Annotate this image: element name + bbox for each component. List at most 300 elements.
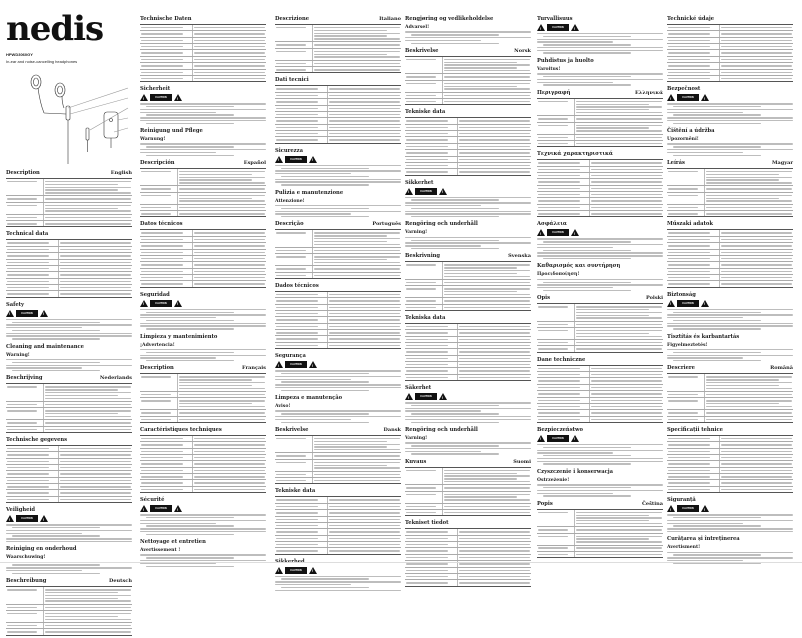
heading-text: Tekniska data bbox=[405, 314, 446, 321]
table-cell-key bbox=[140, 449, 193, 454]
warning-triangle-icon bbox=[667, 94, 675, 101]
table-cell-value bbox=[720, 44, 793, 49]
language-label: Português bbox=[372, 221, 401, 228]
table-row bbox=[667, 281, 793, 286]
table-cell-key bbox=[537, 322, 575, 327]
table-cell-key bbox=[405, 280, 443, 285]
description-table bbox=[6, 178, 132, 227]
table-cell-key bbox=[275, 460, 313, 471]
table-cell-key bbox=[405, 580, 458, 585]
body-text bbox=[275, 370, 401, 391]
table-cell-key bbox=[140, 63, 193, 68]
table-cell-key bbox=[537, 141, 575, 146]
heading-text: Dados técnicos bbox=[275, 282, 319, 289]
table-cell-key bbox=[140, 281, 193, 286]
technical-data-table bbox=[405, 528, 531, 586]
section-heading bbox=[667, 365, 793, 371]
body-text bbox=[405, 402, 531, 423]
table-cell-key bbox=[405, 74, 443, 79]
table-cell-key bbox=[667, 442, 720, 447]
table-cell-value bbox=[458, 362, 531, 367]
table-cell-key bbox=[6, 402, 44, 407]
table-cell-value bbox=[328, 317, 401, 322]
table-cell-key bbox=[405, 93, 443, 98]
table-row bbox=[537, 417, 663, 422]
table-cell-key bbox=[537, 192, 590, 197]
table-cell-value bbox=[720, 442, 793, 447]
table-cell-value bbox=[458, 368, 531, 373]
caution-symbols bbox=[405, 393, 531, 400]
section-heading bbox=[667, 221, 793, 227]
table-cell-key bbox=[275, 273, 313, 278]
heading-text: Limpeza e manutenção bbox=[275, 395, 343, 402]
table-cell-value bbox=[458, 555, 531, 560]
warning-triangle-icon bbox=[309, 361, 317, 368]
table-cell-value bbox=[328, 118, 401, 123]
body-text bbox=[140, 349, 266, 362]
section-heading bbox=[6, 375, 132, 381]
technical-data-table bbox=[140, 24, 266, 82]
model-number: HPWD3060GY bbox=[6, 52, 33, 57]
table-row bbox=[275, 460, 401, 472]
table-cell-value bbox=[44, 420, 132, 425]
heading-text: Säkerhet bbox=[405, 385, 432, 392]
table-cell-value bbox=[193, 70, 266, 75]
body-text bbox=[275, 205, 401, 218]
table-row bbox=[405, 286, 531, 298]
section-heading bbox=[140, 539, 266, 545]
heading-text: Pulizia e manutenzione bbox=[275, 189, 344, 196]
table-cell-value bbox=[328, 305, 401, 310]
body-text bbox=[140, 143, 266, 156]
table-cell-key bbox=[275, 478, 313, 483]
heading-text: Leírás bbox=[667, 160, 685, 166]
caution-label: CAUTION bbox=[415, 188, 437, 195]
table-row bbox=[537, 141, 663, 146]
section-heading bbox=[537, 469, 663, 475]
language-label: Suomi bbox=[513, 458, 531, 465]
table-row bbox=[6, 587, 132, 604]
table-cell-value bbox=[178, 398, 266, 409]
table-cell-value bbox=[720, 63, 793, 68]
warning-subheading: Waarschuwing! bbox=[6, 555, 46, 561]
heading-text: Veiligheid bbox=[6, 507, 36, 514]
caution-label: CAUTION bbox=[677, 94, 699, 101]
table-cell-key bbox=[140, 410, 178, 415]
heading-text: Technické údaje bbox=[667, 16, 715, 22]
technical-data-table bbox=[667, 229, 793, 287]
table-cell-value bbox=[575, 546, 663, 551]
section-heading bbox=[140, 221, 266, 227]
table-cell-key bbox=[405, 568, 458, 573]
table-cell-value bbox=[720, 38, 793, 43]
table-cell-value bbox=[328, 536, 401, 541]
section-heading bbox=[275, 16, 401, 22]
table-cell-key bbox=[667, 250, 720, 255]
table-cell-key bbox=[537, 123, 575, 134]
description-table bbox=[275, 229, 401, 278]
body-text bbox=[6, 319, 132, 340]
table-cell-key bbox=[6, 459, 59, 464]
table-cell-value bbox=[328, 298, 401, 303]
table-row bbox=[667, 417, 793, 422]
table-cell-key bbox=[537, 211, 590, 216]
description-table bbox=[537, 98, 663, 147]
heading-text: Descripción bbox=[140, 160, 175, 166]
table-row bbox=[275, 548, 401, 553]
description-table bbox=[275, 24, 401, 73]
table-cell-key bbox=[405, 298, 443, 303]
warning-triangle-icon bbox=[140, 94, 148, 101]
table-cell-key bbox=[6, 611, 44, 622]
table-cell-value bbox=[59, 285, 132, 290]
table-row bbox=[275, 436, 401, 453]
table-cell-key bbox=[405, 305, 443, 310]
table-cell-value bbox=[458, 337, 531, 342]
warning-triangle-icon bbox=[140, 300, 148, 307]
table-cell-value bbox=[193, 63, 266, 68]
table-cell-key bbox=[405, 337, 458, 342]
table-cell-key bbox=[6, 266, 59, 271]
table-row bbox=[6, 497, 132, 502]
table-row bbox=[140, 169, 266, 186]
table-cell-value bbox=[443, 510, 531, 515]
table-cell-key bbox=[667, 193, 705, 204]
section-heading bbox=[6, 344, 132, 350]
table-cell-value bbox=[193, 44, 266, 49]
table-cell-key bbox=[275, 311, 328, 316]
caution-label: CAUTION bbox=[547, 24, 569, 31]
table-cell-value bbox=[178, 211, 266, 216]
table-cell-value bbox=[193, 474, 266, 479]
table-cell-value bbox=[443, 99, 531, 104]
table-cell-key bbox=[6, 384, 44, 400]
heading-text: Τεχνικά χαρακτηριστικά bbox=[537, 151, 613, 158]
table-cell-key bbox=[667, 480, 720, 485]
table-cell-value bbox=[59, 247, 132, 252]
table-row bbox=[405, 57, 531, 74]
table-cell-value bbox=[193, 262, 266, 267]
heading-text: Datos técnicos bbox=[140, 221, 183, 228]
section-heading bbox=[6, 437, 132, 443]
table-cell-value bbox=[458, 169, 531, 174]
page-divider bbox=[0, 562, 802, 563]
table-cell-key bbox=[537, 346, 575, 351]
table-cell-value bbox=[44, 605, 132, 610]
table-cell-key bbox=[537, 179, 590, 184]
section-heading bbox=[140, 365, 266, 371]
language-label: Magyar bbox=[771, 160, 793, 166]
table-cell-key bbox=[537, 398, 590, 403]
table-cell-value bbox=[193, 449, 266, 454]
heading-text: Dane techniczne bbox=[537, 356, 586, 363]
table-cell-key bbox=[405, 536, 458, 541]
table-cell-value bbox=[443, 74, 531, 79]
heading-text: Περιγραφή bbox=[537, 89, 571, 96]
table-cell-value bbox=[193, 237, 266, 242]
warning-triangle-icon bbox=[405, 188, 413, 195]
table-cell-key bbox=[667, 487, 720, 492]
warning-triangle-icon bbox=[6, 310, 14, 317]
table-cell-value bbox=[44, 587, 132, 603]
table-cell-key bbox=[140, 436, 193, 441]
technical-data-table bbox=[6, 445, 132, 503]
table-cell-value bbox=[705, 392, 793, 397]
table-cell-key bbox=[275, 42, 313, 47]
heading-text: Safety bbox=[6, 301, 25, 308]
table-cell-value bbox=[44, 623, 132, 628]
body-text bbox=[275, 410, 401, 423]
table-cell-key bbox=[6, 471, 59, 476]
table-row bbox=[667, 76, 793, 81]
table-cell-value bbox=[590, 160, 663, 165]
table-cell-value bbox=[590, 179, 663, 184]
caution-symbols bbox=[667, 505, 793, 512]
table-cell-value bbox=[328, 86, 401, 91]
heading-text: Siguranță bbox=[667, 497, 696, 504]
table-cell-value bbox=[328, 99, 401, 104]
table-cell-value bbox=[443, 286, 531, 297]
caution-symbols bbox=[405, 188, 531, 195]
table-cell-value bbox=[575, 135, 663, 140]
table-cell-value bbox=[590, 192, 663, 197]
technical-data-table bbox=[6, 239, 132, 297]
section-heading bbox=[405, 427, 531, 433]
caution-label: CAUTION bbox=[150, 300, 172, 307]
table-cell-key bbox=[667, 25, 720, 30]
language-label: English bbox=[110, 170, 132, 176]
warning-triangle-icon bbox=[140, 505, 148, 512]
table-cell-value bbox=[720, 25, 793, 30]
table-cell-value bbox=[44, 384, 132, 400]
body-text bbox=[140, 514, 266, 535]
table-cell-value bbox=[178, 410, 266, 415]
table-row bbox=[405, 169, 531, 174]
caution-symbols bbox=[275, 567, 401, 574]
section-heading bbox=[537, 58, 663, 64]
table-row bbox=[140, 76, 266, 81]
table-cell-value bbox=[44, 611, 132, 622]
table-cell-key bbox=[275, 266, 313, 271]
table-cell-key bbox=[667, 269, 720, 274]
table-cell-value bbox=[193, 480, 266, 485]
table-cell-value bbox=[59, 452, 132, 457]
warning-triangle-icon bbox=[571, 229, 579, 236]
table-cell-key bbox=[275, 298, 328, 303]
table-cell-value bbox=[720, 250, 793, 255]
table-cell-value bbox=[178, 374, 266, 390]
table-cell-value bbox=[705, 186, 793, 191]
table-cell-key bbox=[6, 240, 59, 245]
language-label: Español bbox=[243, 160, 266, 166]
table-cell-value bbox=[458, 330, 531, 335]
table-cell-value bbox=[720, 474, 793, 479]
heading-text: Tisztítás és karbantartás bbox=[667, 333, 740, 340]
body-text bbox=[537, 279, 663, 292]
table-cell-key bbox=[405, 492, 443, 503]
table-cell-value bbox=[328, 125, 401, 130]
warning-triangle-icon bbox=[701, 94, 709, 101]
table-cell-value bbox=[720, 275, 793, 280]
table-cell-key bbox=[140, 374, 178, 390]
language-label: Čeština bbox=[641, 500, 663, 507]
heading-text: Specificații tehnice bbox=[667, 426, 723, 433]
table-cell-key bbox=[405, 99, 443, 104]
table-cell-value bbox=[720, 50, 793, 55]
body-text bbox=[6, 524, 132, 542]
table-row bbox=[667, 211, 793, 216]
table-cell-key bbox=[667, 256, 720, 261]
heading-text: Nettoyage et entretien bbox=[140, 539, 206, 546]
table-cell-key bbox=[140, 474, 193, 479]
warning-triangle-icon bbox=[537, 229, 545, 236]
heading-text: Descrizione bbox=[275, 16, 310, 22]
table-cell-value bbox=[313, 460, 401, 471]
description-table bbox=[140, 168, 266, 217]
caution-label: CAUTION bbox=[16, 310, 38, 317]
description-table bbox=[6, 383, 132, 432]
table-cell-key bbox=[275, 336, 328, 341]
section-heading bbox=[140, 128, 266, 134]
table-cell-value bbox=[458, 542, 531, 547]
table-cell-key bbox=[405, 510, 443, 515]
table-cell-value bbox=[328, 324, 401, 329]
table-cell-key bbox=[667, 449, 720, 454]
table-cell-key bbox=[6, 408, 44, 419]
table-cell-value bbox=[178, 186, 266, 191]
body-text bbox=[140, 103, 266, 124]
table-cell-value bbox=[458, 375, 531, 380]
table-cell-value bbox=[720, 455, 793, 460]
table-cell-key bbox=[140, 392, 178, 397]
body-text bbox=[6, 562, 132, 575]
section-heading bbox=[6, 231, 132, 237]
table-cell-key bbox=[6, 446, 59, 451]
table-row bbox=[6, 427, 132, 432]
section-heading bbox=[667, 16, 793, 22]
body-text bbox=[405, 442, 531, 455]
table-row bbox=[537, 346, 663, 351]
table-row bbox=[6, 221, 132, 226]
table-cell-value bbox=[328, 517, 401, 522]
table-cell-value bbox=[590, 173, 663, 178]
table-cell-key bbox=[667, 468, 720, 473]
table-cell-key bbox=[667, 398, 705, 409]
table-cell-value bbox=[313, 67, 401, 72]
table-cell-value bbox=[193, 76, 266, 81]
technical-data-table bbox=[275, 496, 401, 554]
table-cell-value bbox=[720, 269, 793, 274]
table-row bbox=[405, 468, 531, 485]
table-row bbox=[405, 492, 531, 504]
caution-label: CAUTION bbox=[547, 435, 569, 442]
caution-label: CAUTION bbox=[285, 567, 307, 574]
table-cell-value bbox=[193, 31, 266, 36]
table-cell-value bbox=[59, 478, 132, 483]
table-cell-key bbox=[667, 374, 705, 390]
table-cell-key bbox=[667, 211, 705, 216]
table-cell-key bbox=[140, 230, 193, 235]
table-cell-value bbox=[193, 436, 266, 441]
table-cell-value bbox=[458, 125, 531, 130]
table-cell-key bbox=[6, 279, 59, 284]
table-cell-key bbox=[6, 179, 44, 195]
warning-triangle-icon bbox=[667, 505, 675, 512]
table-cell-key bbox=[275, 99, 328, 104]
table-cell-value bbox=[590, 211, 663, 216]
table-cell-value bbox=[705, 205, 793, 210]
table-cell-key bbox=[405, 163, 458, 168]
table-row bbox=[667, 169, 793, 186]
table-cell-value bbox=[458, 574, 531, 579]
table-cell-value bbox=[705, 417, 793, 422]
table-cell-value bbox=[458, 580, 531, 585]
table-cell-value bbox=[193, 50, 266, 55]
table-cell-key bbox=[6, 203, 44, 214]
heading-text: Beskrivelse bbox=[275, 426, 309, 433]
table-cell-key bbox=[405, 125, 458, 130]
description-table bbox=[537, 509, 663, 558]
description-table bbox=[405, 261, 531, 310]
table-cell-key bbox=[537, 304, 575, 320]
table-cell-key bbox=[667, 76, 720, 81]
table-cell-value bbox=[705, 398, 793, 409]
section-heading bbox=[405, 48, 531, 54]
heading-text: Caractéristiques techniques bbox=[140, 426, 222, 433]
table-cell-key bbox=[405, 548, 458, 553]
table-cell-value bbox=[313, 230, 401, 246]
table-cell-value bbox=[575, 328, 663, 339]
heading-text: Cleaning and maintenance bbox=[6, 343, 84, 350]
heading-text: Ασφάλεια bbox=[537, 221, 567, 228]
table-cell-key bbox=[140, 461, 193, 466]
table-cell-value bbox=[313, 273, 401, 278]
heading-text: Rengöring och underhåll bbox=[405, 221, 478, 228]
table-cell-value bbox=[443, 298, 531, 303]
table-cell-value bbox=[575, 510, 663, 526]
table-cell-key bbox=[275, 523, 328, 528]
section-heading bbox=[275, 427, 401, 433]
heading-text: Sécurité bbox=[140, 497, 165, 504]
table-row bbox=[6, 179, 132, 196]
heading-text: Dati tecnici bbox=[275, 77, 309, 84]
table-cell-key bbox=[667, 410, 705, 415]
warning-triangle-icon bbox=[701, 300, 709, 307]
table-cell-value bbox=[328, 529, 401, 534]
heading-text: Descrição bbox=[275, 221, 304, 228]
heading-text: Technical data bbox=[6, 231, 49, 238]
caution-label: CAUTION bbox=[547, 229, 569, 236]
table-cell-key bbox=[275, 254, 313, 265]
table-cell-value bbox=[590, 198, 663, 203]
table-cell-value bbox=[575, 116, 663, 121]
table-cell-value bbox=[328, 292, 401, 297]
table-cell-key bbox=[140, 269, 193, 274]
table-cell-value bbox=[193, 243, 266, 248]
table-cell-key bbox=[275, 305, 328, 310]
section-heading bbox=[275, 488, 401, 494]
table-cell-value bbox=[193, 269, 266, 274]
table-cell-key bbox=[537, 546, 575, 551]
heading-text: Kuvaus bbox=[405, 458, 427, 465]
table-cell-key bbox=[6, 253, 59, 258]
heading-text: Turvallisuus bbox=[537, 16, 573, 22]
table-cell-key bbox=[537, 385, 590, 390]
table-cell-value bbox=[443, 81, 531, 92]
section-heading bbox=[537, 263, 663, 269]
table-cell-key bbox=[537, 186, 590, 191]
warning-triangle-icon bbox=[537, 435, 545, 442]
